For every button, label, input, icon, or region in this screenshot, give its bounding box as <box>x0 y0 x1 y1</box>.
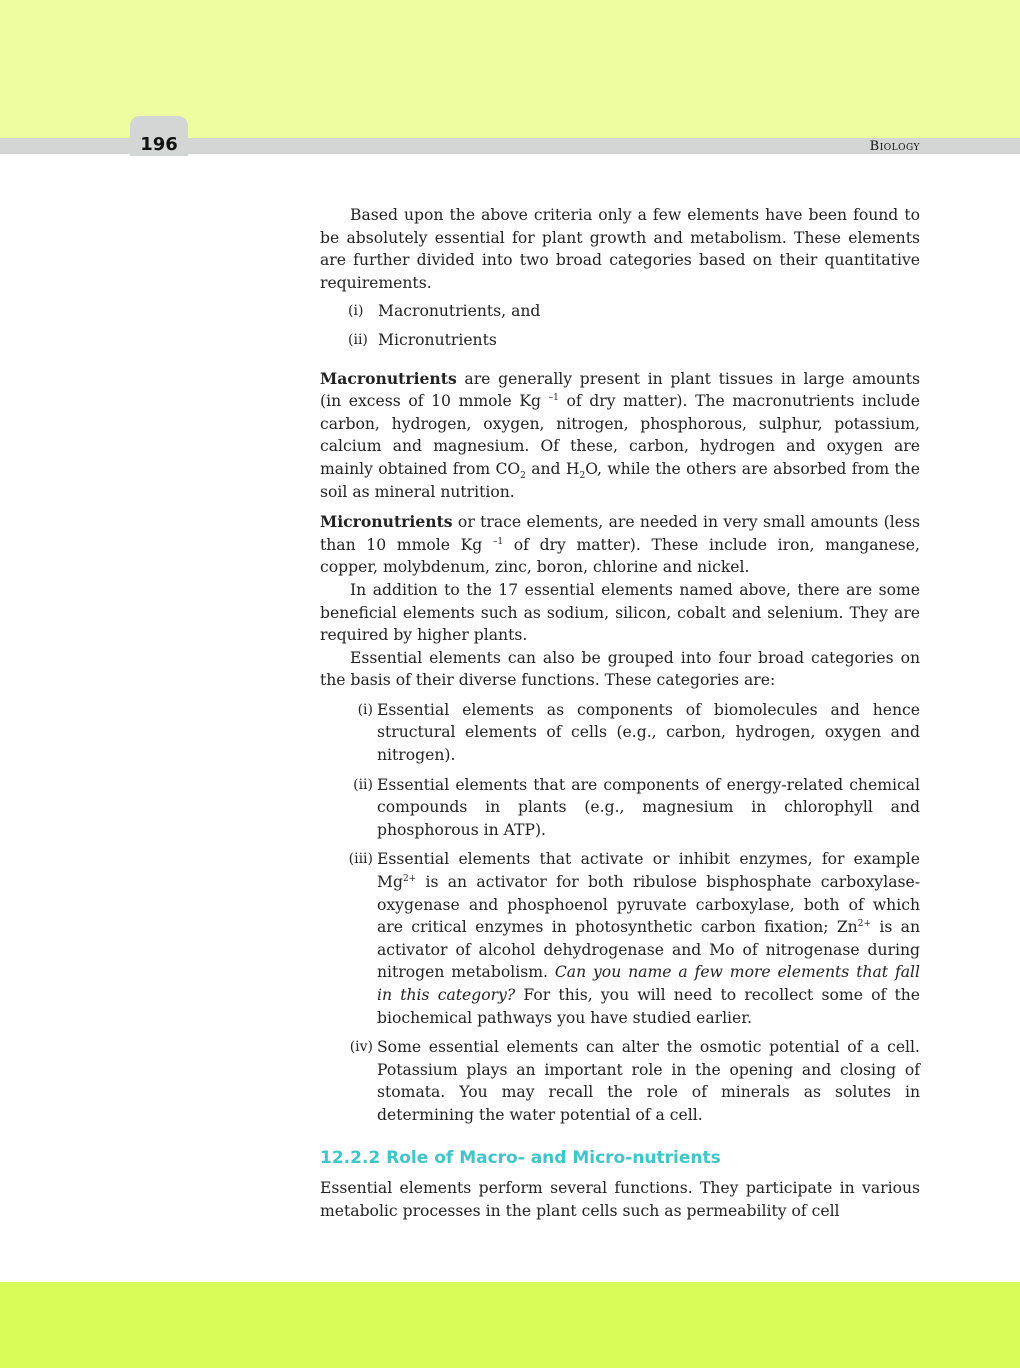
beneficial-elements-paragraph: In addition to the 17 essential elements named above, there are some beneficial elements such as sodium, silicon, cobalt and selenium. They are required by higher plants. <box>320 580 920 645</box>
list-marker: (ii) <box>348 331 368 348</box>
section-heading: 12.2.2 Role of Macro- and Micro-nutrients <box>320 1147 721 1168</box>
question-text: Can you name a few more elements that fall in this category? <box>377 963 920 1004</box>
macronutrients-paragraph: Macronutrients are generally present in plant tissues in large amounts (in excess of 10 mmole Kg $^{-1}$ of dry matter). The macronutrients include carbon, hydrogen, oxygen, nitrogen, phosphorous, sulphur, potassium, calcium and magnesium. Of these, carbon, hydrogen and oxygen are mainly obtained from $CO_2$ and $H_2O$, while the others are absorbed from the soil as mineral nutrition. <box>320 368 920 501</box>
page-number: 196 <box>140 134 178 155</box>
micronutrients-term: Micronutrients <box>320 512 453 532</box>
bottom-color-band <box>0 1282 1020 1368</box>
list-marker: (i) <box>348 303 364 320</box>
macronutrients-term: Macronutrients <box>320 368 457 388</box>
running-head: Biology <box>869 139 920 154</box>
list-item <box>320 329 920 352</box>
nutrient-category-list <box>320 300 920 351</box>
list-marker: (i) <box>357 701 373 718</box>
list-item <box>320 300 920 323</box>
micronutrients-paragraph: Micronutrients or trace elements, are needed in very small amounts (less than 10 mmole Kg $^{-1}$ of dry matter). These include iron, manganese, copper, molybdenum, zinc, boron, chlorine and nickel. <box>320 512 920 577</box>
list-item <box>320 848 920 1029</box>
list-item <box>320 774 920 842</box>
grouping-paragraph: Essential elements can also be grouped into four broad categories on the basis of their diverse functions. These categories are: <box>320 648 920 690</box>
list-text: Macronutrients, and <box>378 302 541 321</box>
intro-paragraph: Based upon the above criteria only a few elements have been found to be absolutely essential for plant growth and metabolism. These elements are further divided into two broad categories based on their quantitative requirements. <box>320 206 920 292</box>
list-text: Essential elements that activate or inhibit enzymes, for example $Mg^{2+}$ is an activator for both ribulose bisphosphate carboxylase-oxygenase and phosphoenol pyruvate carboxylase, both of which are critical enzymes in photosynthetic carbon fixation; $Zn^{2+}$ is an activator of alcohol dehydrogenase and Mo of nitrogenase during nitrogen metabolism. Can you name a few more elements that fall in this category? For this, you will need to recollect some of the biochemical pathways you have studied earlier. <box>377 850 921 1027</box>
list-text: Some essential elements can alter the osmotic potential of a cell. Potassium plays an important role in the opening and closing of stomata. You may recall the role of minerals as solutes in determining the water potential of a cell. <box>377 1038 920 1124</box>
list-item <box>320 699 920 767</box>
section-paragraph: Essential elements perform several functions. They participate in various metabolic processes in the plant cells such as permeability of cell <box>320 1179 920 1220</box>
list-text: Essential elements that are components of energy-related chemical compounds in plants (e.g., magnesium in chlorophyll and phosphorous in ATP). <box>377 775 920 839</box>
list-marker: (ii) <box>353 776 373 793</box>
page-content <box>320 204 920 1222</box>
list-item <box>320 1036 920 1126</box>
list-marker: (iv) <box>349 1039 373 1056</box>
list-marker: (iii) <box>348 851 373 868</box>
function-categories-list <box>320 699 920 1127</box>
list-text: Micronutrients <box>378 330 497 349</box>
list-text: Essential elements as components of biomolecules and hence structural elements of cells (e.g., carbon, hydrogen, oxygen and nitrogen). <box>377 700 920 765</box>
